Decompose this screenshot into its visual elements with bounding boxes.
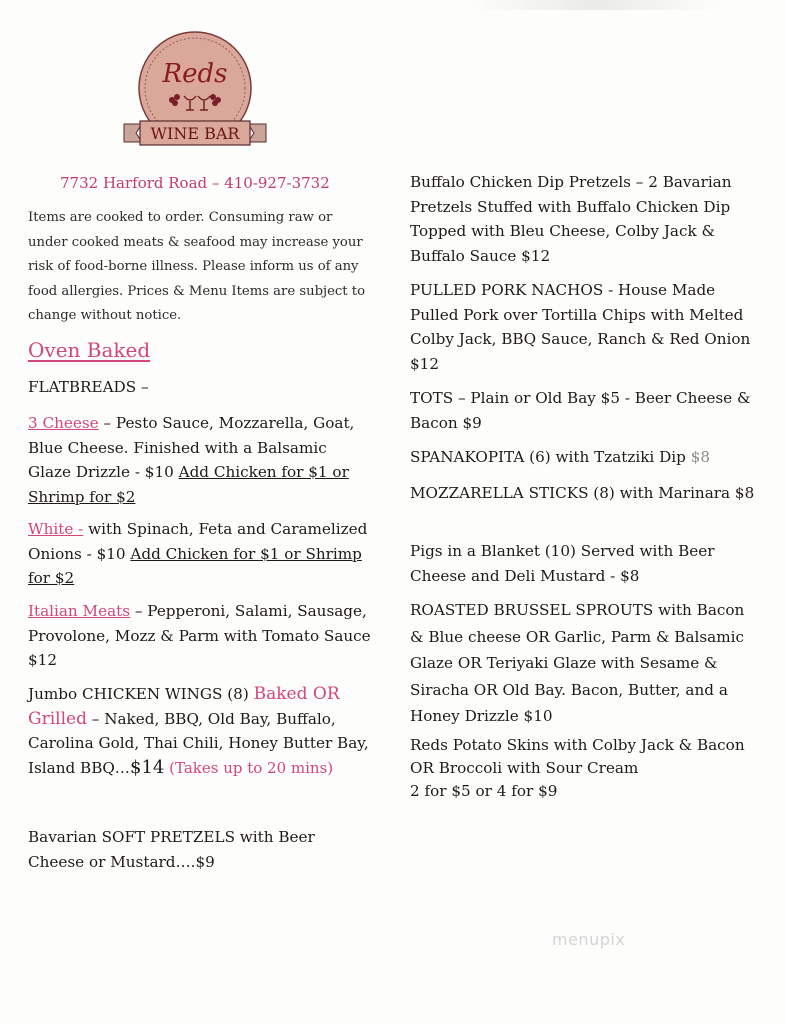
reds-wine-bar-logo bbox=[120, 30, 270, 160]
logo-name: Reds bbox=[162, 59, 228, 89]
menu-item-pigs-in-blanket bbox=[410, 539, 762, 588]
item-text: Reds Potato Skins with Colby Jack & Bacon OR Broccoli with Sour Cream bbox=[410, 736, 745, 777]
item-price-line: 2 for $5 or 4 for $9 bbox=[410, 782, 558, 800]
item-price: $14 bbox=[130, 756, 165, 778]
logo-graphic bbox=[120, 30, 270, 160]
item-text: MOZZARELLA STICKS (8) with Marinara $8 bbox=[410, 484, 755, 502]
flatbreads-heading: FLATBREADS – bbox=[28, 378, 149, 396]
item-name: 3 Cheese bbox=[28, 414, 99, 432]
left-column bbox=[28, 375, 373, 400]
menu-item-brussel-sprouts bbox=[410, 597, 762, 730]
item-description: – Pepperoni, Salami, Sausage, Provolone, Mozz & Parm with Tomato Sauce $12 bbox=[28, 602, 371, 670]
item-description: – Naked, BBQ, Old Bay, Buffalo, Carolina Gold, Thai Chili, Honey Butter Bay, Island BBQ… bbox=[28, 709, 369, 777]
item-note: (Takes up to 20 mins) bbox=[164, 758, 334, 777]
menu-item-3-cheese bbox=[28, 411, 373, 509]
menu-item-mozzarella-sticks bbox=[410, 481, 762, 506]
menu-item-buffalo-dip-pretzels bbox=[410, 170, 762, 268]
item-text: TOTS – Plain or Old Bay $5 - Beer Cheese & Bacon $9 bbox=[410, 389, 751, 432]
item-addon: Add Chicken for $1 or Shrimp for $2 bbox=[28, 463, 349, 506]
item-option: Baked OR Grilled bbox=[28, 684, 340, 729]
item-addon: Add Chicken for $1 or Shrimp for $2 bbox=[28, 544, 362, 588]
food-safety-notice: Items are cooked to order. Consuming raw or under cooked meats & seafood may increase your risk of food-borne illness. Please inform us of any food allergies. Prices & Menu Items are subject to change without notice. bbox=[28, 210, 366, 323]
item-text: ROASTED BRUSSEL SPROUTS with Bacon & Blue cheese OR Garlic, Parm & Balsamic Glaze OR Teriyaki Glaze with Sesame & Siracha OR Old Bay. Bacon, Butter, and a Honey Drizzle $10 bbox=[410, 601, 745, 725]
menupix-watermark: menupix bbox=[552, 930, 626, 949]
section-heading-oven-baked: Oven Baked bbox=[28, 338, 151, 362]
menu-item-pulled-pork-nachos bbox=[410, 278, 762, 376]
item-text: PULLED PORK NACHOS - House Made Pulled Pork over Tortilla Chips with Melted Colby Jack, BBQ Sauce, Ranch & Red Onion $12 bbox=[410, 281, 751, 373]
item-price: $8 bbox=[690, 448, 711, 466]
item-name: Italian Meats bbox=[28, 602, 131, 620]
restaurant-address: 7732 Harford Road – 410-927-3732 bbox=[60, 174, 330, 192]
menu-item-soft-pretzels bbox=[28, 825, 373, 874]
logo-banner-text: WINE BAR bbox=[150, 124, 240, 143]
menu-item-potato-skins bbox=[410, 734, 762, 803]
scan-artifact bbox=[470, 0, 720, 10]
menu-item-spanakopita bbox=[410, 445, 762, 470]
item-text: Buffalo Chicken Dip Pretzels – 2 Bavarian Pretzels Stuffed with Buffalo Chicken Dip Topped with Bleu Cheese, Colby Jack & Buffalo Sauce $12 bbox=[410, 173, 732, 265]
item-text: SPANAKOPITA (6) with Tzatziki Dip bbox=[410, 448, 691, 466]
menu-item-tots bbox=[410, 386, 762, 435]
menu-item-white bbox=[28, 517, 373, 591]
item-text: Bavarian SOFT PRETZELS with Beer Cheese or Mustard….$9 bbox=[28, 828, 315, 871]
menu-item-chicken-wings bbox=[28, 682, 373, 780]
item-name: White - bbox=[28, 520, 84, 538]
item-description: – Pesto Sauce, Mozzarella, Goat, Blue Cheese. Finished with a Balsamic Glaze Drizzle - $10 bbox=[28, 414, 355, 482]
item-name: Jumbo CHICKEN WINGS (8) bbox=[28, 685, 254, 703]
item-description: with Spinach, Feta and Caramelized Onions - $10 bbox=[28, 520, 368, 563]
menu-item-italian-meats bbox=[28, 599, 373, 673]
item-text: Pigs in a Blanket (10) Served with Beer Cheese and Deli Mustard - $8 bbox=[410, 542, 715, 585]
